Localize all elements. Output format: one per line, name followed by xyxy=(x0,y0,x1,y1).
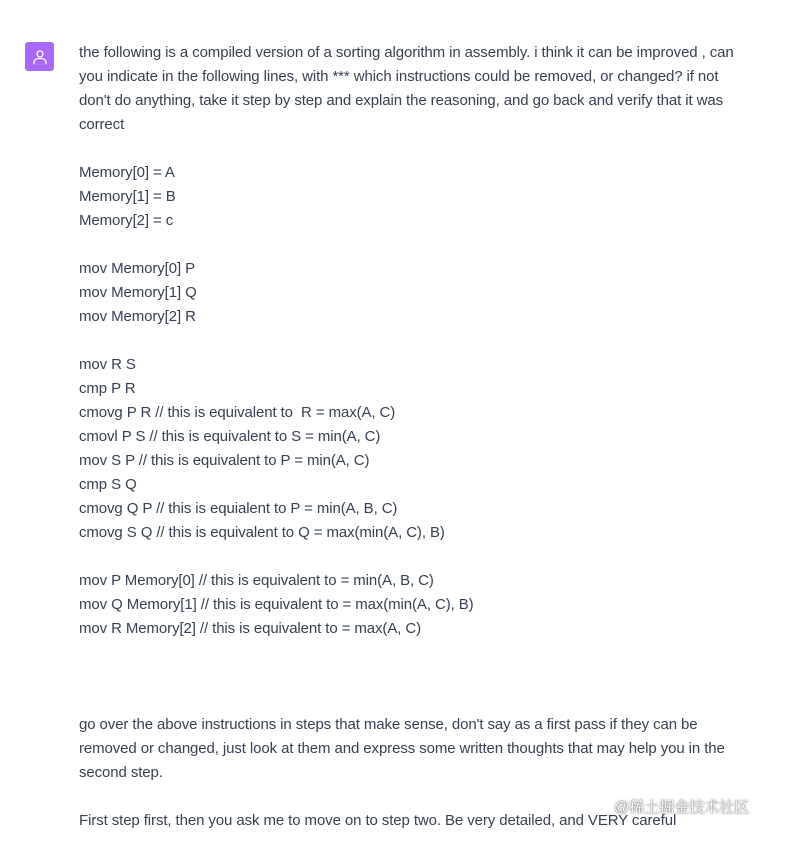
message-closing: First step first, then you ask me to move on to step two. Be very detailed, and VERY careful xyxy=(79,812,677,829)
user-message xyxy=(79,41,739,833)
code-line: cmp S Q xyxy=(79,476,137,493)
code-line: cmovl P S // this is equivalent to S = min(A, C) xyxy=(79,428,381,445)
message-intro: the following is a compiled version of a sorting algorithm in assembly. i think it can be improved , can you indicate in the following lines, with *** which instructions could be removed, or changed? if not don't do anything, take it step by step and explain the reasoning, and go back and verify that it was correct xyxy=(79,44,734,133)
load-block xyxy=(79,257,739,329)
memory-block xyxy=(79,161,739,233)
watermark: @稀土掘金技术社区 xyxy=(614,799,750,816)
sort-block xyxy=(79,353,739,545)
code-line: mov Memory[2] R xyxy=(79,308,196,325)
user-icon xyxy=(31,48,49,66)
message-instruction: go over the above instructions in steps that make sense, don't say as a first pass if they can be removed or changed, just look at them and express some written thoughts that may help you in the second step. xyxy=(79,716,725,781)
code-line: cmp P R xyxy=(79,380,136,397)
code-line: Memory[2] = c xyxy=(79,212,174,229)
code-line: mov Memory[0] P xyxy=(79,260,196,277)
user-avatar xyxy=(25,42,54,71)
code-line: mov P Memory[0] // this is equivalent to = min(A, B, C) xyxy=(79,572,434,589)
code-line: mov Q Memory[1] // this is equivalent to = max(min(A, C), B) xyxy=(79,596,474,613)
code-line: Memory[0] = A xyxy=(79,164,175,181)
code-line: mov R Memory[2] // this is equivalent to = max(A, C) xyxy=(79,620,421,637)
code-line: Memory[1] = B xyxy=(79,188,176,205)
code-line: cmovg S Q // this is equivalent to Q = max(min(A, C), B) xyxy=(79,524,445,541)
code-line: mov R S xyxy=(79,356,136,373)
code-line: mov Memory[1] Q xyxy=(79,284,197,301)
store-block xyxy=(79,569,739,641)
code-line: cmovg P R // this is equivalent to R = max(A, C) xyxy=(79,404,396,421)
code-line: cmovg Q P // this is equialent to P = min(A, B, C) xyxy=(79,500,398,517)
code-line: mov S P // this is equivalent to P = min(A, C) xyxy=(79,452,370,469)
